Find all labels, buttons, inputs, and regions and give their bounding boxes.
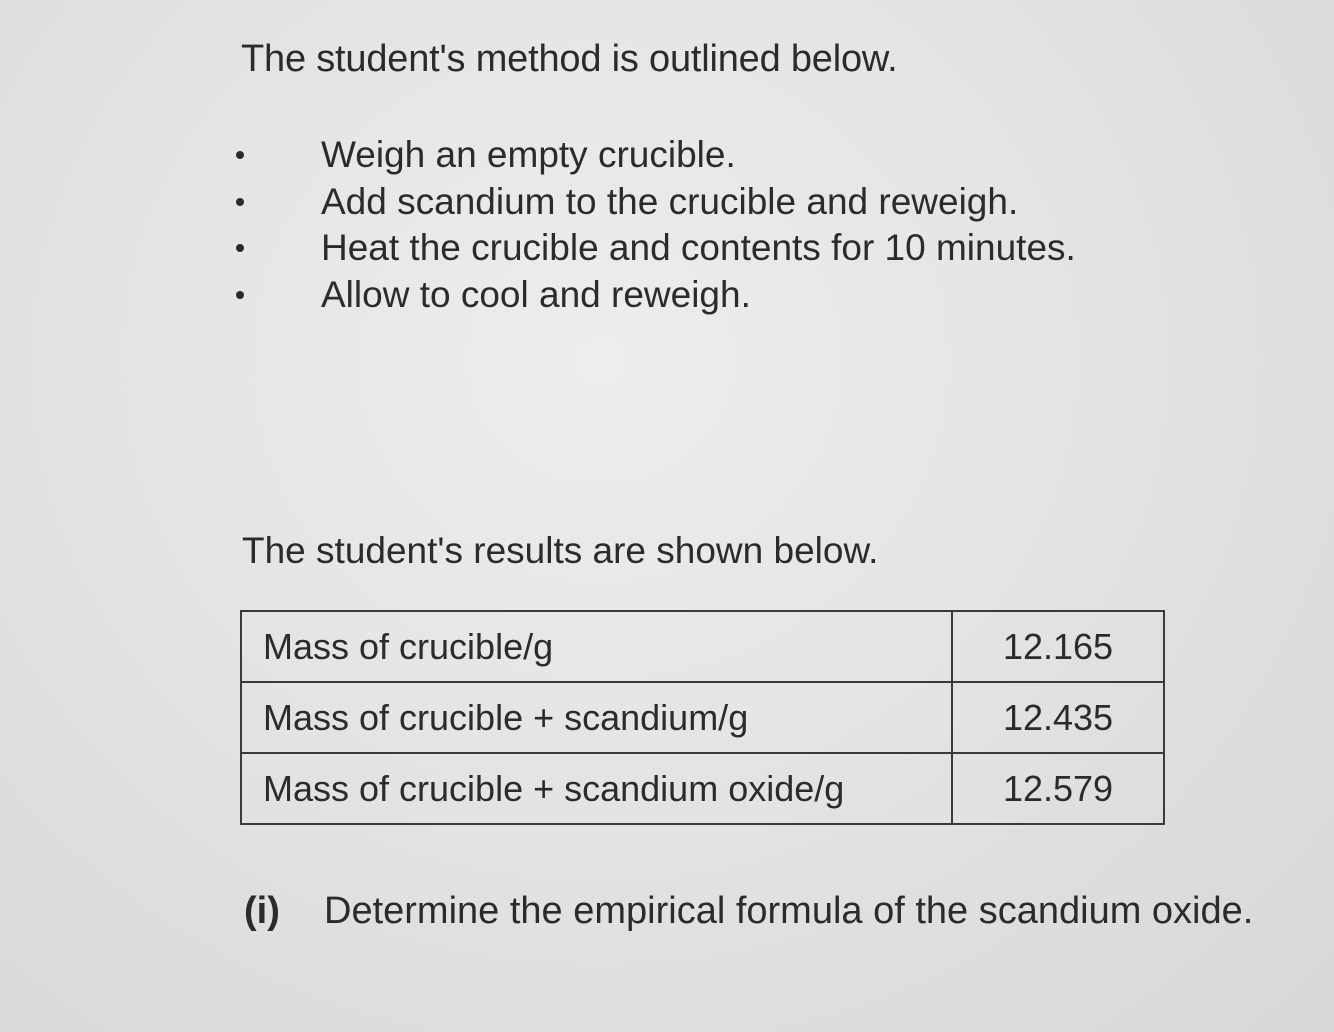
table-row [241,753,1164,824]
row-value: 12.435 [952,682,1164,753]
question-number: (i) [244,890,280,932]
method-intro: The student's method is outlined below. [241,38,898,80]
table-row [241,682,1164,753]
bullet-icon [236,198,244,206]
row-value: 12.579 [952,753,1164,824]
row-value: 12.165 [952,611,1164,682]
results-intro: The student's results are shown below. [242,530,879,571]
method-step-text: Heat the crucible and contents for 10 minutes. [321,227,1076,268]
method-step-text: Weigh an empty crucible. [321,134,736,175]
row-label: Mass of crucible/g [241,611,952,682]
table-row [241,611,1164,682]
row-label: Mass of crucible + scandium oxide/g [241,753,952,824]
results-table [240,610,1165,825]
method-step-text: Allow to cool and reweigh. [321,273,751,315]
bullet-icon [236,244,244,252]
bullet-icon [236,291,244,299]
question-text: Determine the empirical formula of the scandium oxide. [324,890,1254,932]
bullet-icon [236,151,244,159]
method-step-text: Add scandium to the crucible and reweigh. [321,180,1019,222]
row-label: Mass of crucible + scandium/g [241,682,952,753]
